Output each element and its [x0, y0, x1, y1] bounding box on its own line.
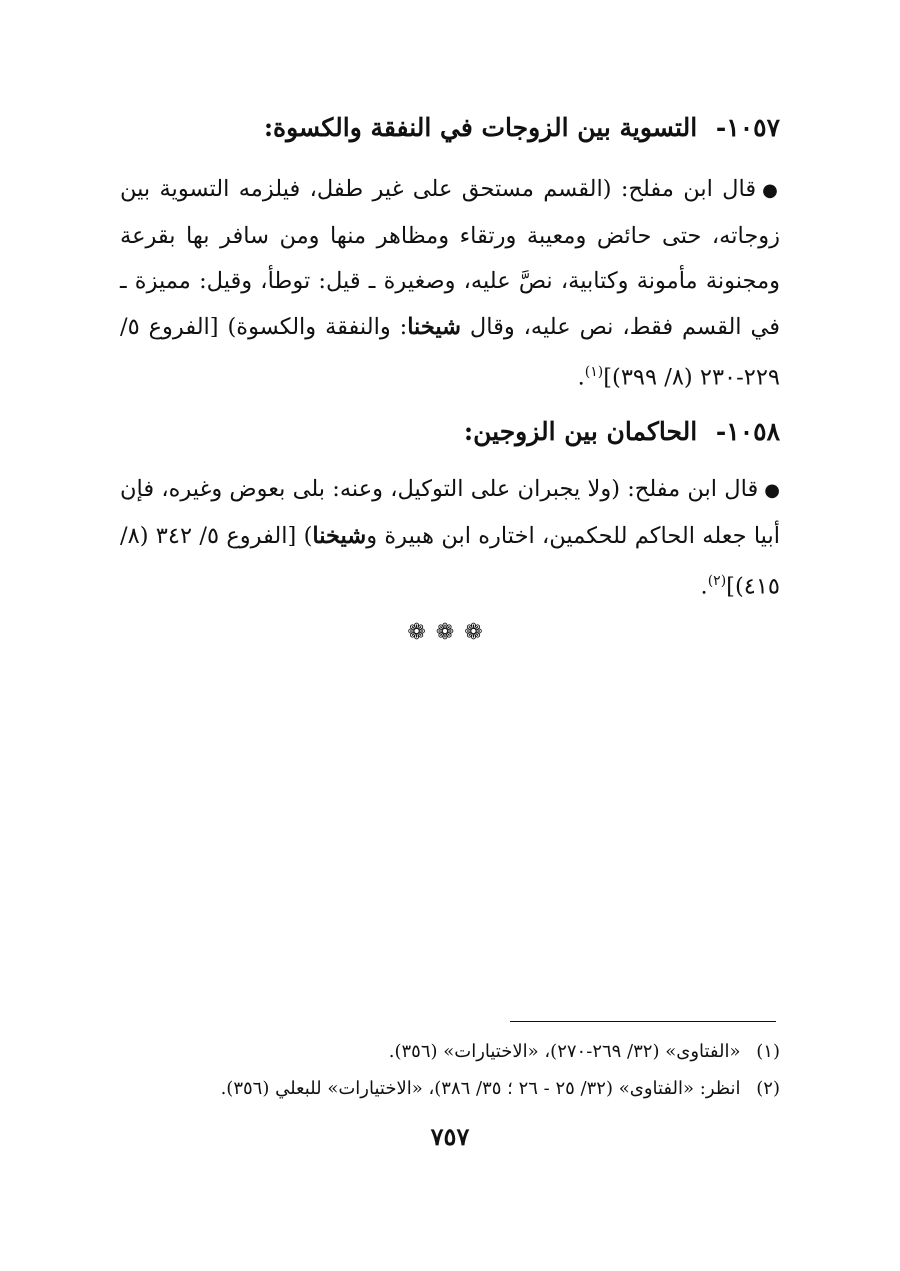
footnote-divider: [510, 1021, 776, 1022]
section-paragraph-1058: [120, 467, 780, 610]
section-heading-1058: [120, 412, 780, 452]
paragraph-text-continued: ) [الفروع ٥/ ٣٤٢ (٨/ ٤١٥)]: [120, 522, 780, 600]
section-number: ١٠٥٨-: [715, 417, 780, 446]
section-number: ١٠٥٧-: [715, 113, 780, 142]
footnote-number: (٢): [756, 1078, 780, 1099]
footnote-reference[interactable]: (١): [584, 364, 604, 380]
footnote-2: [120, 1075, 780, 1103]
footnote-number: (١): [756, 1041, 780, 1062]
page-number: ٧٥٧: [430, 1122, 470, 1151]
footnote-text: انظر: «الفتاوى» (٣٢/ ٢٥ - ٢٦ ؛ ٣٥/ ٣٨٦)، «الاختيارات» للبعلي (٣٥٦).: [220, 1078, 741, 1099]
section-title: التسوية بين الزوجات في النفقة والكسوة:: [263, 113, 698, 142]
emphasis-text: شيخنا: [407, 313, 461, 340]
paragraph-end: .: [700, 573, 708, 600]
paragraph-text-continued: : والنفقة والكسوة) [الفروع ٥/ ٢٢٩-٢٣٠ (٨/ ٣٩٩)]: [120, 313, 780, 391]
footnote-reference[interactable]: (٢): [707, 573, 727, 589]
bullet-icon: ●: [764, 480, 780, 501]
section-paragraph-1057: [120, 167, 780, 401]
footnote-text: «الفتاوى» (٣٢/ ٢٦٩-٢٧٠)، «الاختيارات» (٣٥٦).: [388, 1041, 741, 1062]
paragraph-end: .: [577, 364, 585, 391]
paragraph-text: قال ابن مفلح: (ولا يجبران على التوكيل، وعنه: بلى بعوض وغيره، فإن أبيا جعله الحاكم للحكمين، اختاره ابن هبيرة و: [120, 476, 780, 549]
footnote-1: [120, 1038, 780, 1066]
emphasis-text: شيخنا: [312, 522, 367, 549]
paragraph-text: قال ابن مفلح: (القسم مستحق على غير طفل، فيلزمه التسوية بين زوجاته، حتى حائض ومعيبة ورتقاء ومظاهر منها ومن سافر بها بقرعة ومجنونة مأمونة وكتابية، نصَّ عليه، وصغيرة ـ قيل: توطأ، وقيل: مميزة ـ في القسم فقط، نص عليه، وقال: [120, 176, 780, 340]
ornament-separator-icon: ❁❁❁: [407, 620, 493, 645]
section-heading-1057: [120, 108, 780, 148]
section-title: الحاكمان بين الزوجين:: [463, 417, 698, 446]
bullet-icon: ●: [762, 180, 780, 201]
